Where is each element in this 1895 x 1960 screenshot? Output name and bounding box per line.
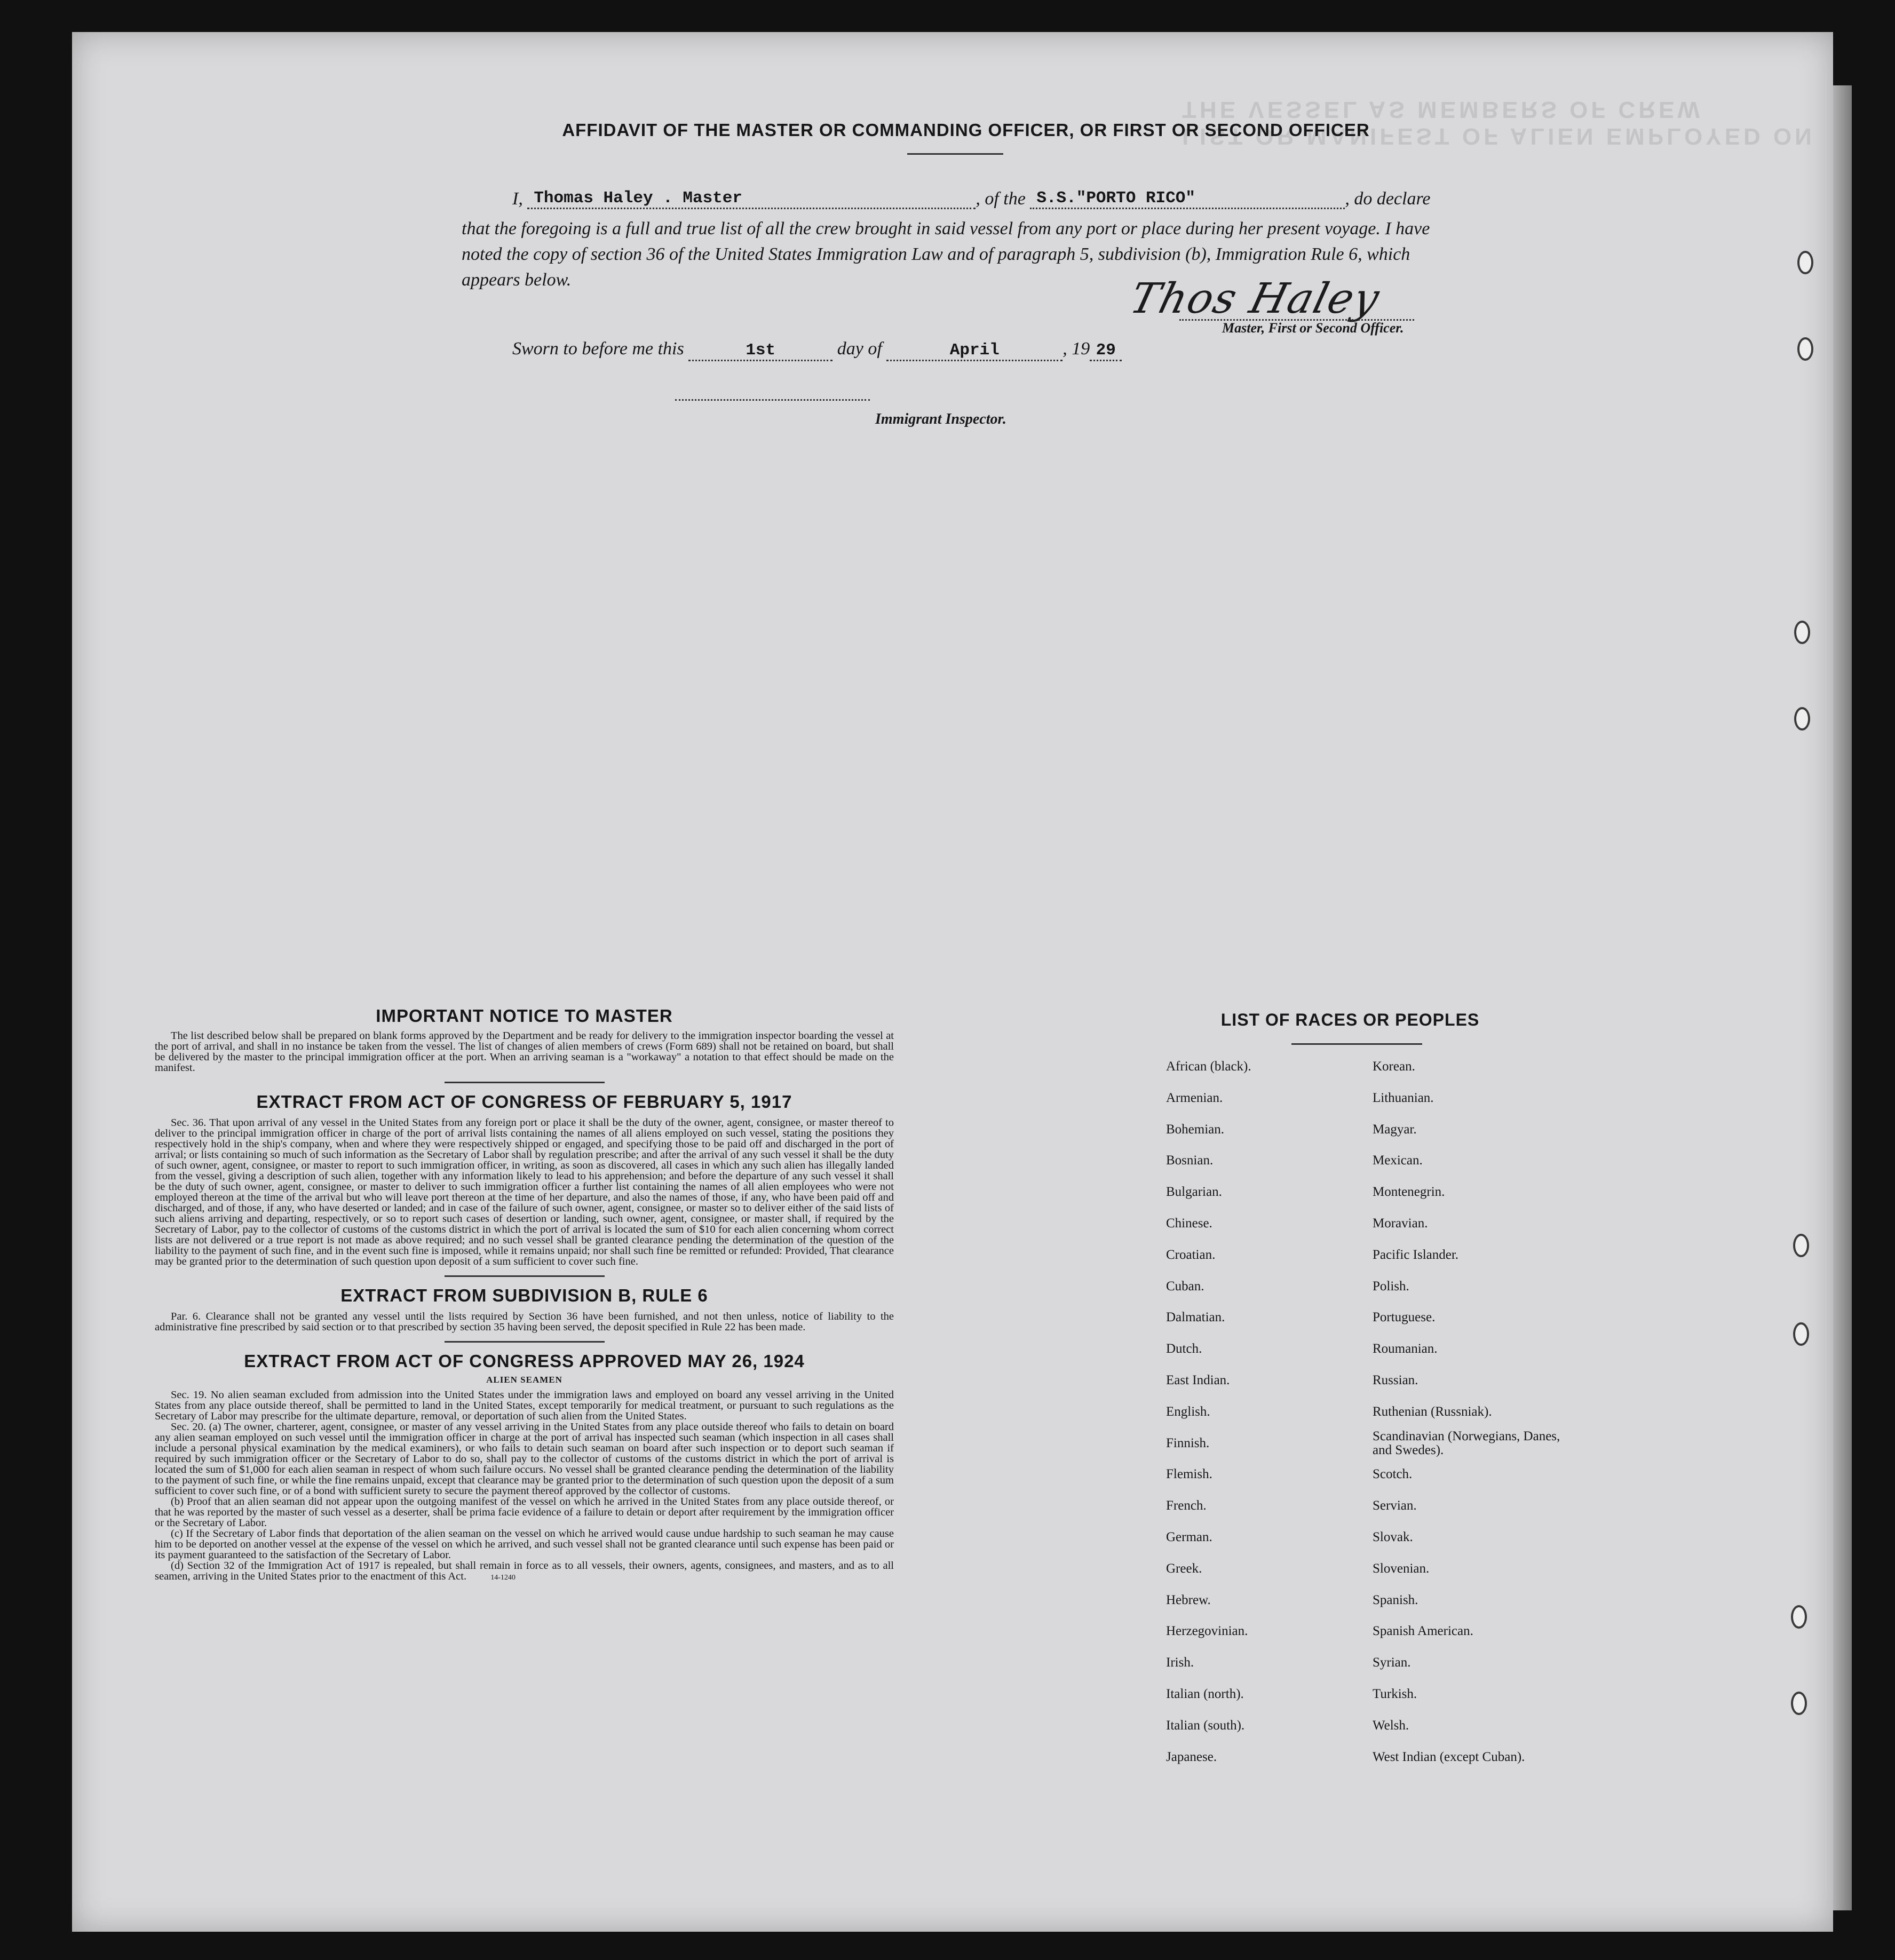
race-item: Turkish.	[1373, 1686, 1417, 1701]
alien-seamen-subtitle: ALIEN SEAMEN	[486, 1375, 562, 1385]
race-item: German.	[1166, 1529, 1212, 1544]
form-number: 14-1240	[490, 1574, 516, 1582]
race-item: Armenian.	[1166, 1090, 1223, 1105]
race-item: English.	[1166, 1404, 1210, 1419]
affidavit-heading: AFFIDAVIT OF THE MASTER OR COMMANDING OFFICER, OR FIRST OR SECOND OFFICER	[562, 120, 1370, 140]
vessel-name-field: S.S."PORTO RICO"	[1030, 187, 1345, 209]
legal-extracts-column	[155, 1006, 894, 1583]
race-item: Portuguese.	[1373, 1310, 1436, 1325]
master-name-field: Thomas Haley . Master	[527, 187, 976, 209]
document-page	[72, 32, 1833, 1932]
race-item: Korean.	[1373, 1059, 1415, 1074]
race-item: Croatian.	[1166, 1247, 1216, 1262]
extract-1924-paragraph: (c) If the Secretary of Labor finds that deportation of the alien seaman on the vessel on which he arrived would cause undue hardship to such seaman he may cause him to be deported on another vessel at the expense of the vessel on which he arrived, and such vessel shall not be granted clearance until such expense has been paid or its payment guaranteed to the satisfaction of the Secretary of Labor.	[155, 1528, 894, 1561]
race-item: Polish.	[1373, 1279, 1409, 1294]
extract-rule6-text: Par. 6. Clearance shall not be granted any vessel until the lists required by Section 36 have been furnished, and not then unless, notice of liability to the administrative fine prescribed by said section or to that prescribed by section 35 having been served, the deposit specified in Rule 22 has been made.	[155, 1311, 894, 1333]
master-signature: Thos Haley	[1125, 275, 1385, 323]
race-item: Irish.	[1166, 1655, 1194, 1670]
extract-1924-title: EXTRACT FROM ACT OF CONGRESS APPROVED MAY 26, 1924	[244, 1351, 805, 1371]
race-item: Italian (south).	[1166, 1718, 1245, 1733]
race-item: Chinese.	[1166, 1216, 1212, 1231]
race-item: French.	[1166, 1498, 1207, 1513]
race-item: Slovenian.	[1373, 1561, 1430, 1576]
affidavit-body: that the foregoing is a full and true list of all the crew brought in said vessel from any port or place during her present voyage. I have noted the copy of section 36 of the United States Immigration Law and of paragraph 5, subdivision (b), Immigration Rule 6, which appears below.	[462, 219, 1430, 290]
binder-hole	[1794, 707, 1810, 731]
race-item: Dutch.	[1166, 1342, 1202, 1356]
races-left-column	[1166, 1059, 1251, 1781]
race-item: Flemish.	[1166, 1467, 1212, 1482]
extract-1917-title: EXTRACT FROM ACT OF CONGRESS OF FEBRUARY 5, 1917	[256, 1092, 792, 1112]
binder-hole	[1793, 1234, 1809, 1257]
race-item: Hebrew.	[1166, 1592, 1211, 1607]
affidavit-declaration-line: I, Thomas Haley . Master , of the S.S."PORTO RICO" , do declare	[512, 187, 1431, 209]
race-item: Montenegrin.	[1373, 1185, 1445, 1200]
sworn-year-field: 29	[1090, 339, 1122, 361]
race-item: Scotch.	[1373, 1467, 1413, 1482]
race-item: Slovak.	[1373, 1529, 1413, 1544]
race-item: Bohemian.	[1166, 1122, 1225, 1137]
sworn-day-field: 1st	[688, 339, 832, 361]
section-rule	[445, 1275, 605, 1277]
races-title-rule	[1291, 1043, 1422, 1045]
inspector-caption: Immigrant Inspector.	[875, 411, 1006, 427]
binder-hole	[1797, 337, 1813, 361]
binder-hole	[1794, 621, 1810, 644]
heading-rule	[907, 153, 1003, 155]
race-item: Roumanian.	[1373, 1342, 1438, 1356]
race-item: Italian (north).	[1166, 1686, 1244, 1701]
race-item: Scandinavian (Norwegians, Danes, and Swedes).	[1373, 1429, 1560, 1457]
bleed-through-text: LIST OR MANIFEST OF ALIEN EMPLOYED ON THE VESSEL AS MEMBERS OF CREW	[1182, 97, 1815, 149]
race-item: Spanish American.	[1373, 1624, 1473, 1639]
signature-caption: Master, First or Second Officer.	[1222, 320, 1404, 336]
race-item: Bosnian.	[1166, 1153, 1214, 1168]
race-item: Herzegovinian.	[1166, 1624, 1248, 1639]
race-item: West Indian (except Cuban).	[1373, 1749, 1525, 1764]
section-rule	[445, 1082, 605, 1083]
race-item: Magyar.	[1373, 1122, 1417, 1137]
sworn-line: Sworn to before me this 1st day of April , 19 29	[512, 339, 1122, 361]
race-item: Japanese.	[1166, 1749, 1217, 1764]
races-title: LIST OF RACES OR PEOPLES	[1220, 1010, 1480, 1029]
inspector-signature-line	[675, 399, 870, 401]
extract-1924-paragraph: Sec. 20. (a) The owner, charterer, agent, consignee, or master of any vessel arriving in the United States from any place outside thereof who fails to detain on board any alien seaman employed on such vessel until the immigration officer in charge at the port of arrival has inspected such seaman (which inspection in all cases shall include a personal physical examination by the medical examiners), or who fails to detain such seaman on board after such inspection or to deport such seaman if required by such immigration officer or the Secretary of Labor to do so, shall pay to the collector of customs of the customs district in which the port of arrival is located the sum of $1,000 for each alien seaman in respect of whom such failure occurs. No vessel shall be granted clearance pending the determination of the liability to the payment of such fine, or while the fine remains unpaid, except that clearance may be granted prior to the determination of such question upon the deposit of a sum sufficient to cover such fine, or of a bond with sufficient surety to secure the payment thereof approved by the collector of customs.	[155, 1421, 894, 1497]
sworn-month-field: April	[886, 339, 1063, 361]
race-item: Pacific Islander.	[1373, 1247, 1459, 1262]
race-item: Russian.	[1373, 1372, 1418, 1387]
race-item: Moravian.	[1373, 1216, 1428, 1231]
race-item: Servian.	[1373, 1498, 1417, 1513]
binder-hole	[1791, 1692, 1807, 1715]
race-item: Syrian.	[1373, 1655, 1411, 1670]
race-item: Finnish.	[1166, 1435, 1210, 1450]
race-item: Lithuanian.	[1373, 1090, 1434, 1105]
extract-rule6-title: EXTRACT FROM SUBDIVISION B, RULE 6	[340, 1285, 708, 1305]
extract-1924-paragraph: (b) Proof that an alien seaman did not appear upon the outgoing manifest of the vessel on which he arrived in the United States from any place outside thereof, or that he was reported by the master of such vessel as a deserter, shall be prima facie evidence of a failure to detain or deport after requirement by the immigration officer or the Secretary of Labor.	[155, 1496, 894, 1529]
binder-hole	[1791, 1605, 1807, 1629]
races-right-column	[1373, 1059, 1565, 1781]
section-rule	[445, 1341, 605, 1343]
race-item: Bulgarian.	[1166, 1185, 1222, 1200]
race-item: African (black).	[1166, 1059, 1251, 1074]
race-item: Spanish.	[1373, 1592, 1418, 1607]
race-item: East Indian.	[1166, 1372, 1230, 1387]
race-item: Dalmatian.	[1166, 1310, 1225, 1325]
race-item: Cuban.	[1166, 1279, 1204, 1294]
notice-title: IMPORTANT NOTICE TO MASTER	[376, 1006, 673, 1026]
binder-hole	[1797, 251, 1813, 274]
binder-hole	[1793, 1322, 1809, 1346]
notice-text: The list described below shall be prepared on blank forms approved by the Department and be ready for delivery to the immigration inspector boarding the vessel at the port of arrival, and shall in no instance be taken from the vessel. The list of changes of alien members of crews (Form 689) shall not be retained on board, but shall be delivered by the master to the principal immigration officer at the port. When an arriving seaman is a "workaway" a notation to that effect should be made on the manifest.	[155, 1030, 894, 1074]
race-item: Ruthenian (Russniak).	[1373, 1404, 1492, 1419]
extract-1924-paragraph: (d) Section 32 of the Immigration Act of 1917 is repealed, but shall remain in force as to all vessels, their owners, agents, consignees, and masters, and as to all seamen, arriving in the United States prior to the enactment of this Act. 14-1240	[155, 1560, 894, 1582]
race-item: Welsh.	[1373, 1718, 1409, 1733]
extract-1917-text: Sec. 36. That upon arrival of any vessel in the United States from any foreign port or place it shall be the duty of the owner, agent, consignee, or master thereof to deliver to the principal immigration officer in charge of the port of arrival lists containing the names of all aliens employed on such vessel, stating the positions they respectively hold in the ship's company, when and where they were respectively shipped or engaged, and specifying those to be paid off and discharged in the port of arrival; or lists containing so much of such information as the Secretary of Labor shall by regulation prescribe; and after the arrival of any such vessel it shall be the duty of such owner, agent, consignee, or master to report to such immigration officer, in writing, as soon as discovered, all cases in which any such alien has illegally landed from the vessel, giving a description of such alien, together with any information likely to lead to his apprehension; and before the departure of any such vessel it shall be the duty of such owner, agent, consignee, or master to deliver to such immigration officer a further list containing the names of all alien employees who were not employed thereon at the time of the arrival but who will leave port thereon at the time of her departure, and also the names of those, if any, who have been paid off and discharged, and of those, if any, who have deserted or landed; and in case of the failure of such owner, agent, consignee, or master so to deliver either of the said lists of such aliens arriving and departing, respectively, or so to report such cases of desertion or landing, such owner, agent, consignee, or master shall, if required by the Secretary of Labor, pay to the collector of customs of the customs district in which the port of arrival is located the sum of $10 for each alien concerning whom correct lists are not delivered or a true report is not made as above required; and no such vessel shall be granted clearance pending the determination of the question of the liability to the payment of such fine, and in the event such fine is imposed, while it remains unpaid; nor shall such fine be remitted or refunded: Provided, That clearance may be granted prior to the determination of such question upon deposit of a sum sufficient to cover such fine.	[155, 1117, 894, 1267]
extract-1924-paragraph: Sec. 19. No alien seaman excluded from admission into the United States under the immigration laws and employed on board any vessel arriving in the United States from any place outside thereof, shall be permitted to land in the United States, except temporarily for medical treatment, or pursuant to such regulations as the Secretary of Labor may prescribe for the ultimate departure, removal, or deportation of such alien from the United States.	[155, 1389, 894, 1422]
race-item: Mexican.	[1373, 1153, 1423, 1168]
race-item: Greek.	[1166, 1561, 1202, 1576]
